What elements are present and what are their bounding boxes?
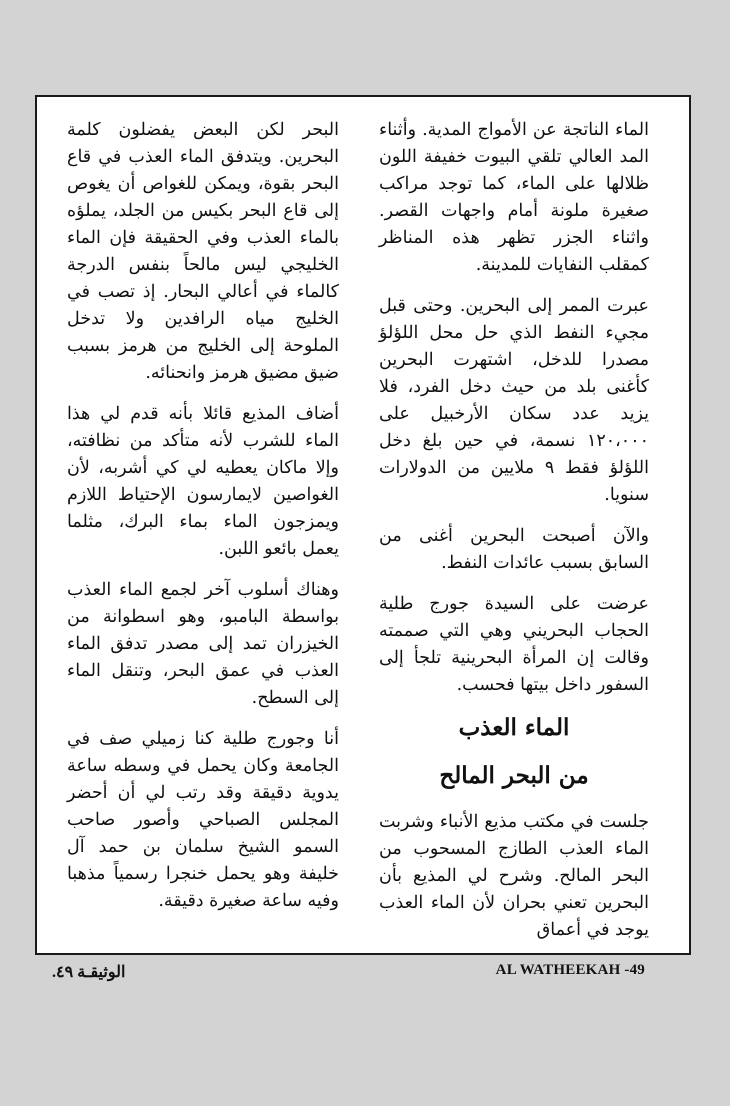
paragraph: عرضت على السيدة جورج طلية الحجاب البحريني وهي التي صممته وقالت إن المرأة البحرينية تلجأ إلى السفور داخل بيتها فحسب. xyxy=(379,594,649,695)
arabic-page-number: الوثيقـة ٤٩. xyxy=(52,964,126,981)
paragraph: جلست في مكتب مذيع الأنباء وشربت الماء العذب الطازج المسحوب من البحر المالح. وشرح لي المذيع بأن البحرين تعني بحران لأن الماء العذب يوجد في أعماق xyxy=(379,812,649,940)
paragraph: والآن أصبحت البحرين أغنى من السابق بسبب عائدات النفط. xyxy=(379,526,649,573)
article-page xyxy=(35,95,691,955)
left-column xyxy=(67,117,339,929)
section-heading-line2: من البحر المالح xyxy=(439,762,589,789)
paragraph: الماء الناتجة عن الأمواج المدية. وأثناء المد العالي تلقي البيوت خفيفة اللون ظلالها على الماء، كما توجد مراكب صغيرة ملونة أمام واجهات القصر. واثناء الجزر تظهر هذه المناظر كمقلب النفايات للمدينة. xyxy=(379,120,649,275)
section-heading-line1: الماء العذب xyxy=(458,714,570,741)
page-footer xyxy=(40,962,645,986)
paragraph: أنا وجورج طلية كنا زميلي صف في الجامعة وكان يحمل في وسطه ساعة يدوية دقيقة وقد رتب لي أن أحضر المجلس الصباحي وأصور صاحب السمو الشيخ سلمان بن حمد آل خليفة وهو يحمل خنجرا رسمياً مذهبا وفيه ساعة صغيرة دقيقة. xyxy=(67,729,339,911)
paragraph: البحر لكن البعض يفضلون كلمة البحرين. ويتدفق الماء العذب في قاع البحر بقوة، ويمكن للغواص أن يغوص إلى قاع البحر بكيس من الجلد، يملؤه بالماء العذب وفي الحقيقة فإن الماء الخليجي ليس مالحاً بنفس الدرجة كالماء في أعالي البحار. إذ تصب في الخليج مياه الرافدين ولا تدخل الملوحة إلى الخليج من هرمز بسبب ضيق مضيق هرمز وانحنائه. xyxy=(67,120,339,383)
right-column xyxy=(379,117,649,958)
paragraph: وهناك أسلوب آخر لجمع الماء العذب بواسطة البامبو، وهو اسطوانة من الخيزران تمد إلى مصدر تدفق الماء العذب في عمق البحر، وتنقل الماء إلى السطح. xyxy=(67,580,339,708)
paragraph: عبرت الممر إلى البحرين. وحتى قبل مجيء النفط الذي حل محل اللؤلؤ مصدرا للدخل، اشتهرت البحرين كأغنى بلد من حيث دخل الفرد، فلا يزيد عدد سكان الأرخبيل على ١٢٠،٠٠٠ نسمة، في حين بلغ دخل اللؤلؤ فقط ٩ ملايين من الدولارات سنويا. xyxy=(379,296,649,505)
paragraph: أضاف المذيع قائلا بأنه قدم لي هذا الماء للشرب لأنه متأكد من نظافته، وإلا ماكان يعطيه لي كي أشربه، لأن الغواصين لايمارسون الإحتياط اللازم ويمزجون الماء بماء البرك، مثلما يعمل بائعو اللبن. xyxy=(67,404,339,559)
english-page-number: AL WATHEEKAH -49 xyxy=(495,962,645,978)
